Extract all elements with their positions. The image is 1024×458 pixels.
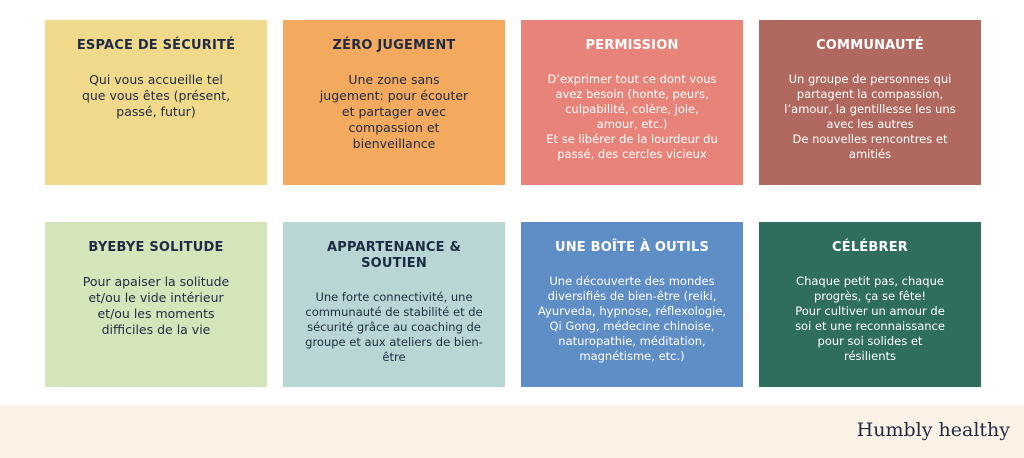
card-byebye-solitude [45, 222, 267, 387]
card-boite-a-outils [521, 222, 743, 387]
footer-band [0, 405, 1024, 458]
card-espace-de-securite [45, 20, 267, 185]
card-body: Pour apaiser la solitude et/ou le vide intérieur et/ou les moments difficiles de la vie [82, 274, 230, 337]
card-body: Une forte connectivité, une communauté de stabilité et de sécurité grâce au coaching de groupe et aux ateliers de bien- être [305, 290, 483, 364]
card-body: Qui vous accueille tel que vous êtes (présent, passé, futur) [81, 72, 231, 119]
card-body: Une découverte des mondes diversifiés de bien-être (reiki, Ayurveda, hypnose, réflexologie, Qi Gong, médecine chinoise, naturopathie, méditation, magnétisme, etc.) [537, 274, 727, 363]
card-body: Un groupe de personnes qui partagent la compassion, l’amour, la gentillesse les uns avec les autres De nouvelles rencontres et amitiés [784, 72, 956, 161]
card-title: ESPACE DE SÉCURITÉ [76, 38, 236, 53]
card-celebrer [759, 222, 981, 387]
card-body: Chaque petit pas, chaque progrès, ça se fête! Pour cultiver un amour de soi et une reconnaissance pour soi solides et résilients [795, 274, 945, 363]
card-title: COMMUNAUTÉ [816, 38, 924, 53]
card-title: PERMISSION [585, 38, 679, 53]
brand-logo-text: Humbly healthy [856, 419, 1010, 441]
card-title: APPARTENANCE & SOUTIEN [326, 240, 462, 271]
card-permission [521, 20, 743, 185]
card-communaute [759, 20, 981, 185]
card-body: D’exprimer tout ce dont vous avez besoin (honte, peurs, culpabilité, colère, joie, amour, etc.) Et se libérer de la lourdeur du passé, des cercles vicieux [546, 72, 718, 161]
card-title: ZÉRO JUGEMENT [332, 38, 456, 53]
card-title: CÉLÉBRER [832, 240, 908, 255]
card-appartenance-soutien [283, 222, 505, 387]
card-body: Une zone sans jugement: pour écouter et partager avec compassion et bienveillance [319, 72, 469, 151]
card-title: BYEBYE SOLITUDE [88, 240, 224, 255]
card-zero-jugement [283, 20, 505, 185]
card-title: UNE BOÎTE À OUTILS [554, 240, 710, 255]
